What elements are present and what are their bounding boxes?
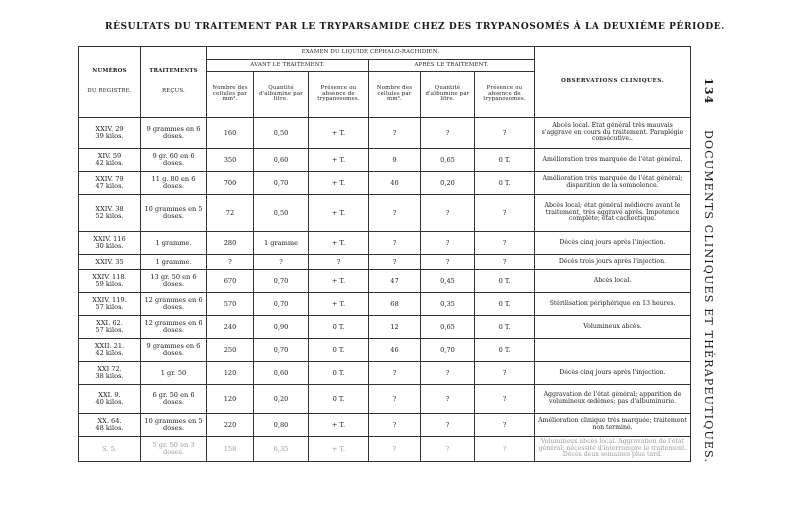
cellules-avant-cell: 240 <box>207 316 254 339</box>
registre-cell <box>79 385 141 414</box>
header-presence-avant: Présence ou absence de trypanosomes. <box>309 71 369 117</box>
albumine-avant-cell: 0,70 <box>254 339 309 362</box>
observation-cell <box>535 339 691 362</box>
albumine-avant-cell: 0,70 <box>254 172 309 195</box>
registre-number: XXI 72. <box>97 365 122 374</box>
traitement-cell: 9 grammes en 6 doses. <box>141 339 207 362</box>
presence-apres-cell: ? <box>475 437 535 462</box>
albumine-apres-cell: 0,45 <box>421 270 475 293</box>
running-head <box>702 78 718 464</box>
cellules-apres-cell: ? <box>369 437 421 462</box>
cellules-apres-cell: 68 <box>369 293 421 316</box>
header-albumine-apres: Quantité d'albumine par litre. <box>421 71 475 117</box>
cellules-avant-cell: 250 <box>207 339 254 362</box>
presence-avant-cell: 0 T. <box>309 385 369 414</box>
cellules-apres-cell: ? <box>369 255 421 270</box>
cellules-apres-cell: 9 <box>369 149 421 172</box>
presence-apres-cell: 0 T. <box>475 172 535 195</box>
presence-avant-cell: + T. <box>309 270 369 293</box>
table-row <box>79 270 691 293</box>
albumine-avant-cell: 0,70 <box>254 270 309 293</box>
header-cellules-apres: Nombre des cellules par mm³. <box>369 71 421 117</box>
presence-apres-cell: 0 T. <box>475 270 535 293</box>
registre-cell <box>79 293 141 316</box>
traitement-cell: 1 gramme. <box>141 232 207 255</box>
observation-cell: Abcès local. <box>535 270 691 293</box>
albumine-avant-cell: 0,50 <box>254 118 309 149</box>
table-row <box>79 293 691 316</box>
cellules-avant-cell: 280 <box>207 232 254 255</box>
page-number: 134 <box>702 78 715 105</box>
header-avant: AVANT LE TRAITEMENT. <box>207 60 369 71</box>
registre-number: XXI. 62. <box>96 319 123 328</box>
albumine-avant-cell: 0,20 <box>254 385 309 414</box>
albumine-avant-cell: 0,50 <box>254 195 309 232</box>
cellules-avant-cell: 120 <box>207 385 254 414</box>
cellules-avant-cell: 350 <box>207 149 254 172</box>
traitement-cell: 10 grammes en 5 doses. <box>141 414 207 437</box>
poids: 39 kilos. <box>95 132 124 140</box>
header-numeros-text: NUMÉROS <box>92 68 127 75</box>
table-row <box>79 362 691 385</box>
registre-number: XXIV. 29 <box>95 125 124 134</box>
cellules-avant-cell: 220 <box>207 414 254 437</box>
poids: 42 kilos. <box>95 349 124 357</box>
albumine-apres-cell: 0,35 <box>421 293 475 316</box>
cellules-apres-cell: ? <box>369 232 421 255</box>
traitement-cell: 6 gr. 50 en 6 doses. <box>141 385 207 414</box>
presence-avant-cell: + T. <box>309 172 369 195</box>
presence-avant-cell: + T. <box>309 293 369 316</box>
cellules-apres-cell: ? <box>369 362 421 385</box>
presence-apres-cell: ? <box>475 414 535 437</box>
poids: 59 kilos. <box>95 280 124 288</box>
registre-number: XXII. 21. <box>94 342 125 351</box>
poids: 48 kilos. <box>95 424 124 432</box>
header-row-1 <box>79 47 691 60</box>
table-row <box>79 118 691 149</box>
presence-avant-cell: 0 T. <box>309 362 369 385</box>
traitement-cell: 10 grammes en 5 doses. <box>141 195 207 232</box>
presence-avant-cell: + T. <box>309 118 369 149</box>
observation-cell: Décès cinq jours après l'injection. <box>535 362 691 385</box>
registre-cell <box>79 149 141 172</box>
poids: 47 kilos. <box>95 182 124 190</box>
albumine-avant-cell: 0,60 <box>254 362 309 385</box>
albumine-apres-cell: ? <box>421 437 475 462</box>
registre-number: XXI. 9. <box>98 391 121 400</box>
presence-avant-cell: 0 T. <box>309 339 369 362</box>
cellules-avant-cell: ? <box>207 255 254 270</box>
cellules-avant-cell: 570 <box>207 293 254 316</box>
header-recus-text: REÇUS. <box>161 88 186 94</box>
observation-cell: Amélioration très marquée de l'état général; disparition de la somnolence. <box>535 172 691 195</box>
observation-cell: Volumineux abcès. <box>535 316 691 339</box>
albumine-avant-cell: 0,35 <box>254 437 309 462</box>
registre-cell <box>79 270 141 293</box>
cellules-avant-cell: 120 <box>207 362 254 385</box>
table-row <box>79 195 691 232</box>
poids: 57 kilos. <box>95 303 124 311</box>
observation-cell: Amélioration clinique très marquée; traitement non terminé. <box>535 414 691 437</box>
traitement-cell: 1 gr. 50 <box>141 362 207 385</box>
header-apres: APRÈS LE TRAITEMENT. <box>369 60 535 71</box>
header-traitements <box>141 47 207 118</box>
poids: 30 kilos. <box>95 242 124 250</box>
poids: 42 kilos. <box>95 159 124 167</box>
poids: 57 kilos. <box>95 326 124 334</box>
observation-cell: Volumineux abcès local. Aggravation de l'état général; nécessité d'interrompre le traitement. Décès deux semaines plus tard. <box>535 437 691 462</box>
poids: 52 kilos. <box>95 212 124 220</box>
presence-avant-cell: ? <box>309 255 369 270</box>
table-row <box>79 255 691 270</box>
table-row <box>79 414 691 437</box>
registre-number: XIV. 59 <box>97 152 122 161</box>
presence-apres-cell: 0 T. <box>475 149 535 172</box>
registre-cell <box>79 118 141 149</box>
traitement-cell: 12 grammes en 6 doses. <box>141 293 207 316</box>
registre-number: XXIV. 38 <box>95 205 124 214</box>
albumine-apres-cell: 0,65 <box>421 316 475 339</box>
header-du-registre-text: DU REGISTRE. <box>87 88 132 94</box>
albumine-avant-cell: 0,60 <box>254 149 309 172</box>
observation-cell: Amélioration très marquée de l'état général. <box>535 149 691 172</box>
albumine-avant-cell: 1 gramme <box>254 232 309 255</box>
header-traitements-text: TRAITEMENTS <box>149 68 198 75</box>
traitement-cell: 9 grammes en 6 doses. <box>141 118 207 149</box>
header-examen: EXAMEN DU LIQUIDE CÉPHALO-RACHIDIEN. <box>207 47 535 60</box>
header-albumine-avant: Quantité d'albumine par litre. <box>254 71 309 117</box>
albumine-apres-cell: ? <box>421 362 475 385</box>
cellules-apres-cell: ? <box>369 118 421 149</box>
albumine-apres-cell: ? <box>421 385 475 414</box>
registre-cell <box>79 339 141 362</box>
observation-cell: Stérilisation périphérique en 13 heures. <box>535 293 691 316</box>
presence-avant-cell: + T. <box>309 195 369 232</box>
presence-avant-cell: + T. <box>309 437 369 462</box>
traitement-cell: 13 gr. 50 en 6 doses. <box>141 270 207 293</box>
table-row <box>79 339 691 362</box>
presence-avant-cell: + T. <box>309 414 369 437</box>
registre-cell <box>79 362 141 385</box>
cellules-apres-cell: 46 <box>369 339 421 362</box>
traitement-cell: 1 gramme. <box>141 255 207 270</box>
observation-cell: Abcès local. État général très mauvais s'aggrave en cours du traitement. Paraplégie consécutive.. <box>535 118 691 149</box>
observation-cell: Aggravation de l'état général; apparition de volumineux œdèmes; pas d'albuminurie. <box>535 385 691 414</box>
cellules-apres-cell: ? <box>369 195 421 232</box>
registre-cell <box>79 414 141 437</box>
registre-cell <box>79 172 141 195</box>
traitement-cell: 11 g. 80 en 6 doses. <box>141 172 207 195</box>
presence-apres-cell: 0 T. <box>475 293 535 316</box>
albumine-avant-cell: 0,80 <box>254 414 309 437</box>
table-row <box>79 316 691 339</box>
table-row <box>79 385 691 414</box>
albumine-apres-cell: 0,70 <box>421 339 475 362</box>
presence-avant-cell: + T. <box>309 149 369 172</box>
registre-number: XX. 64. <box>97 417 122 426</box>
cellules-avant-cell: 158 <box>207 437 254 462</box>
registre-cell <box>79 437 141 462</box>
observation-cell: Décès trois jours après l'injection. <box>535 255 691 270</box>
presence-apres-cell: 0 T. <box>475 339 535 362</box>
presence-apres-cell: ? <box>475 195 535 232</box>
poids: 38 kilos. <box>95 372 124 380</box>
presence-apres-cell: ? <box>475 255 535 270</box>
header-observations: OBSERVATIONS CLINIQUES. <box>535 47 691 118</box>
cellules-avant-cell: 72 <box>207 195 254 232</box>
header-cellules-avant: Nombre des cellules par mm³. <box>207 71 254 117</box>
cellules-apres-cell: 12 <box>369 316 421 339</box>
cellules-avant-cell: 670 <box>207 270 254 293</box>
cellules-apres-cell: 40 <box>369 172 421 195</box>
registre-number: XXIV. 79 <box>95 175 124 184</box>
albumine-apres-cell: 0,65 <box>421 149 475 172</box>
registre-number: XXIV. 118. <box>92 273 127 282</box>
poids: 40 kilos. <box>95 398 124 406</box>
results-table <box>78 46 691 462</box>
presence-apres-cell: 0 T. <box>475 316 535 339</box>
observation-cell: Décès cinq jours après l'injection. <box>535 232 691 255</box>
table-row <box>79 172 691 195</box>
registre-cell <box>79 255 141 270</box>
albumine-apres-cell: ? <box>421 255 475 270</box>
registre-number: XXIV. 119. <box>92 296 127 305</box>
albumine-apres-cell: ? <box>421 414 475 437</box>
presence-apres-cell: ? <box>475 118 535 149</box>
traitement-cell: 5 gr. 50 en 3 doses. <box>141 437 207 462</box>
registre-number: XXIV. 116 <box>93 235 126 244</box>
cellules-apres-cell: 47 <box>369 270 421 293</box>
albumine-avant-cell: ? <box>254 255 309 270</box>
table-row <box>79 149 691 172</box>
presence-avant-cell: + T. <box>309 232 369 255</box>
registre-cell <box>79 316 141 339</box>
table-title: RÉSULTATS DU TRAITEMENT PAR LE TRYPARSAMIDE CHEZ DES TRYPANOSOMÉS À LA DEUXIÈME PÉRIODE. <box>105 22 725 32</box>
registre-number: XXIV. 35 <box>95 257 124 266</box>
albumine-avant-cell: 0,90 <box>254 316 309 339</box>
cellules-avant-cell: 160 <box>207 118 254 149</box>
registre-number: S. 5. <box>102 444 117 453</box>
traitement-cell: 12 grammes en 6 doses. <box>141 316 207 339</box>
albumine-apres-cell: 0,20 <box>421 172 475 195</box>
registre-cell <box>79 232 141 255</box>
cellules-avant-cell: 700 <box>207 172 254 195</box>
albumine-apres-cell: ? <box>421 232 475 255</box>
presence-apres-cell: ? <box>475 385 535 414</box>
presence-apres-cell: ? <box>475 362 535 385</box>
cellules-apres-cell: ? <box>369 414 421 437</box>
presence-avant-cell: 0 T. <box>309 316 369 339</box>
albumine-avant-cell: 0,70 <box>254 293 309 316</box>
table-row <box>79 232 691 255</box>
albumine-apres-cell: ? <box>421 118 475 149</box>
observation-cell: Abcès local; état général médiocre avant le traitement, très aggravé après. Impotence complète; état cachectique. <box>535 195 691 232</box>
presence-apres-cell: ? <box>475 232 535 255</box>
albumine-apres-cell: ? <box>421 195 475 232</box>
cellules-apres-cell: ? <box>369 385 421 414</box>
running-head-text: DOCUMENTS CLINIQUES ET THÉRAPEUTIQUES. <box>702 130 715 464</box>
header-presence-apres: Présence ou absence de trypanosomes. <box>475 71 535 117</box>
table-row <box>79 437 691 462</box>
traitement-cell: 9 gr. 60 en 6 doses. <box>141 149 207 172</box>
registre-cell <box>79 195 141 232</box>
header-numeros <box>79 47 141 118</box>
